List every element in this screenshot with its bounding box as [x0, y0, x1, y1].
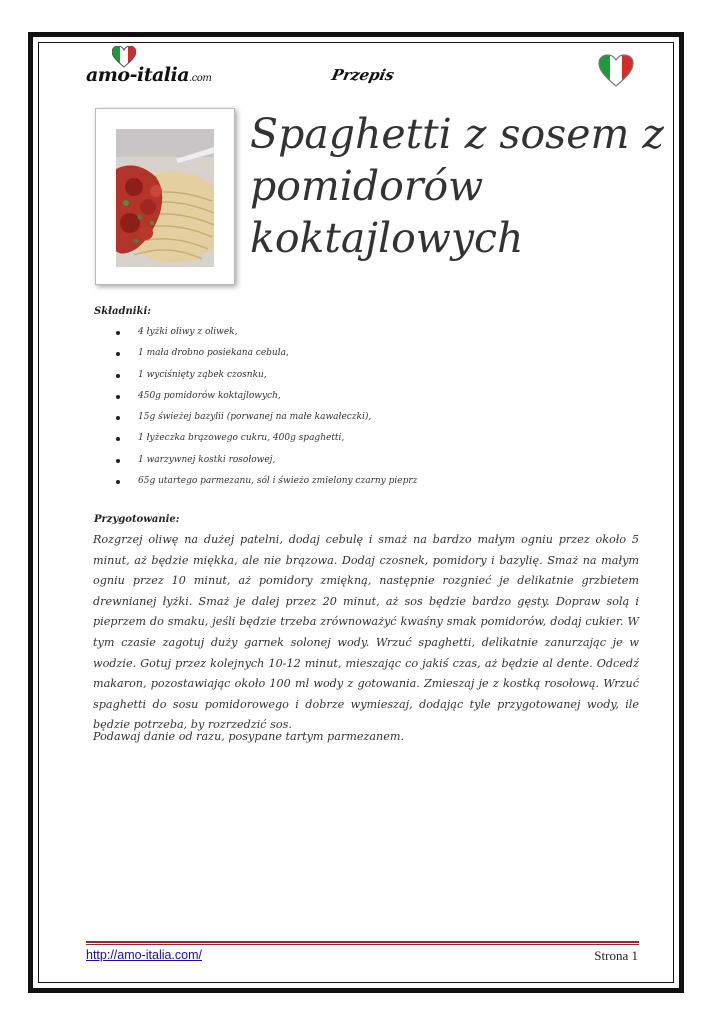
- preparation-text: Rozgrzej oliwę na dużej patelni, dodaj cebulę i smaż na bardzo małym ogniu przez około 5 minut, aż będzie miękka, ale nie brązowa. Dodaj czosnek, pomidory i bazylię. Smaż na małym ogniu przez 10 minut, aż pomidory zmiękną, następnie rozgnieć je delikatnie grzbietem drewnianej łyżki. Smaż je dalej przez 20 minut, aż sos będzie bardzo gęsty. Dopraw solą i pieprzem do smaku, jeśli będzie trzeba zrównoważyć kwaśny smak pomidorów, dodaj cukier. W tym czasie zagotuj duży garnek solonej wody. Wrzuć spaghetti, delikatnie zanurzając je w wodzie. Gotuj przez kolejnych 10-12 minut, mieszając co jakiś czas, aż będzie al dente. Odcedź makaron, pozostawiając około 100 ml wody z gotowania. Zmieszaj je z kostką rosołową. Wrzuć spaghetti do sosu pomidorowego i dobrze wymieszaj, dodając tyle przygotowanej wody, ile będzie potrzeba, by rozrzedzić sos.: [93, 533, 639, 732]
- list-item: 65g utartego parmezanu, sól i świeżo zmielony czarny pieprz: [116, 471, 417, 492]
- list-item: 1 łyżeczka brązowego cukru, 400g spaghetti,: [116, 428, 417, 449]
- italian-flag-heart-icon: [598, 54, 634, 88]
- footer-divider: [86, 941, 639, 945]
- spaghetti-photo: [116, 129, 214, 267]
- footer-link[interactable]: http://amo-italia.com/: [86, 948, 203, 962]
- page-number: Strona 1: [594, 948, 638, 963]
- preparation-heading: Przygotowanie:: [94, 514, 180, 525]
- list-item: 15g świeżej bazylii (porwanej na małe kawałeczki),: [116, 407, 417, 428]
- header-label: Przepis: [330, 66, 396, 84]
- list-item: 1 wyciśnięty ząbek czosnku,: [116, 365, 417, 386]
- list-item: 450g pomidorów koktajlowych,: [116, 386, 417, 407]
- list-item: 4 łyżki oliwy z oliwek,: [116, 322, 417, 343]
- serving-text: Podawaj danie od razu, posypane tartym parmezanem.: [93, 730, 405, 743]
- logo-wordmark: amo-italia.com: [86, 64, 212, 86]
- list-item: 1 mała drobno posiekana cebula,: [116, 343, 417, 364]
- site-logo[interactable]: [86, 44, 212, 92]
- ingredients-heading: Składniki:: [94, 306, 151, 317]
- list-item: 1 warzywnej kostki rosołowej,: [116, 450, 417, 471]
- recipe-title: Spaghetti z sosem z pomidorów koktajlowych: [250, 110, 664, 262]
- recipe-photo: [95, 108, 235, 285]
- ingredients-list: [116, 322, 417, 492]
